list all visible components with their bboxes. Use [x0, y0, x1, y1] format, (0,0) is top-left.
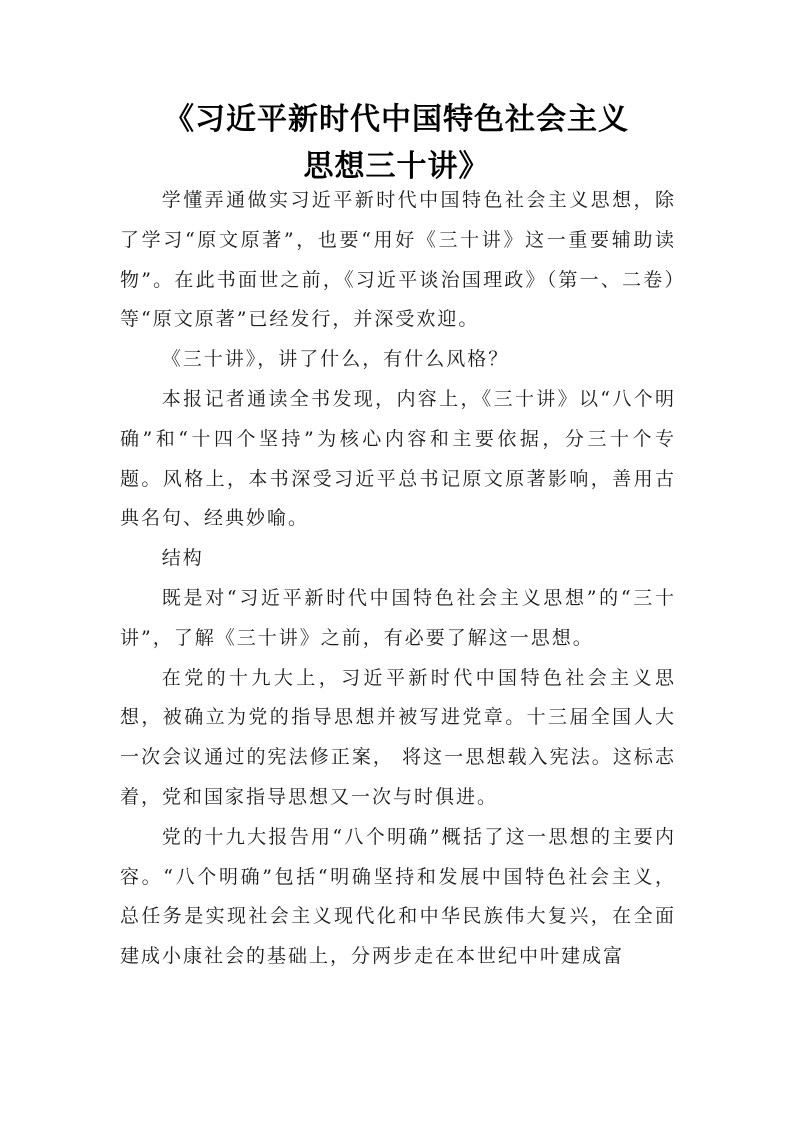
document-title	[60, 96, 733, 190]
title-line-1: 《习近平新时代中国特色社会主义	[164, 102, 629, 137]
title-line-2: 思想三十讲》	[303, 149, 490, 184]
document-body	[120, 181, 676, 977]
paragraph-eight-clarifications: 党的十九大报告用“八个明确”概括了这一思想的主要内容。“八个明确”包括“明确坚持和发展中国特色社会主义，总任务是实现社会主义现代化和中华民族伟大复兴，在全面建成小康社会的基础上，分两步走在本世纪中叶建成富	[120, 825, 676, 968]
paragraph-intro: 学懂弄通做实习近平新时代中国特色社会主义思想，除了学习“原文原著”，也要“用好《三十讲》这一重要辅助读物”。在此书面世之前，《习近平谈治国理政》（第一、二卷）等“原文原著”已经发行，并深受欢迎。	[120, 189, 676, 331]
paragraph-congress: 在党的十九大上，习近平新时代中国特色社会主义思想，被确立为党的指导思想并被写进党章。十三届全国人大一次会议通过的宪法修正案， 将这一思想载入宪法。这标志着，党和国家指导思想又一次与时俱进。	[120, 666, 676, 808]
paragraph-context: 既是对“习近平新时代中国特色社会主义思想”的“三十讲”，了解《三十讲》之前，有必要了解这一思想。	[120, 586, 676, 649]
paragraph-question: 《三十讲》，讲了什么，有什么风格？	[161, 348, 510, 371]
section-heading-structure: 结构	[161, 547, 204, 570]
paragraph-overview: 本报记者通读全书发现，内容上，《三十讲》以“八个明确”和“十四个坚持”为核心内容和主要依据，分三十个专题。风格上，本书深受习近平总书记原文原著影响，善用古典名句、经典妙喻。	[120, 387, 676, 530]
